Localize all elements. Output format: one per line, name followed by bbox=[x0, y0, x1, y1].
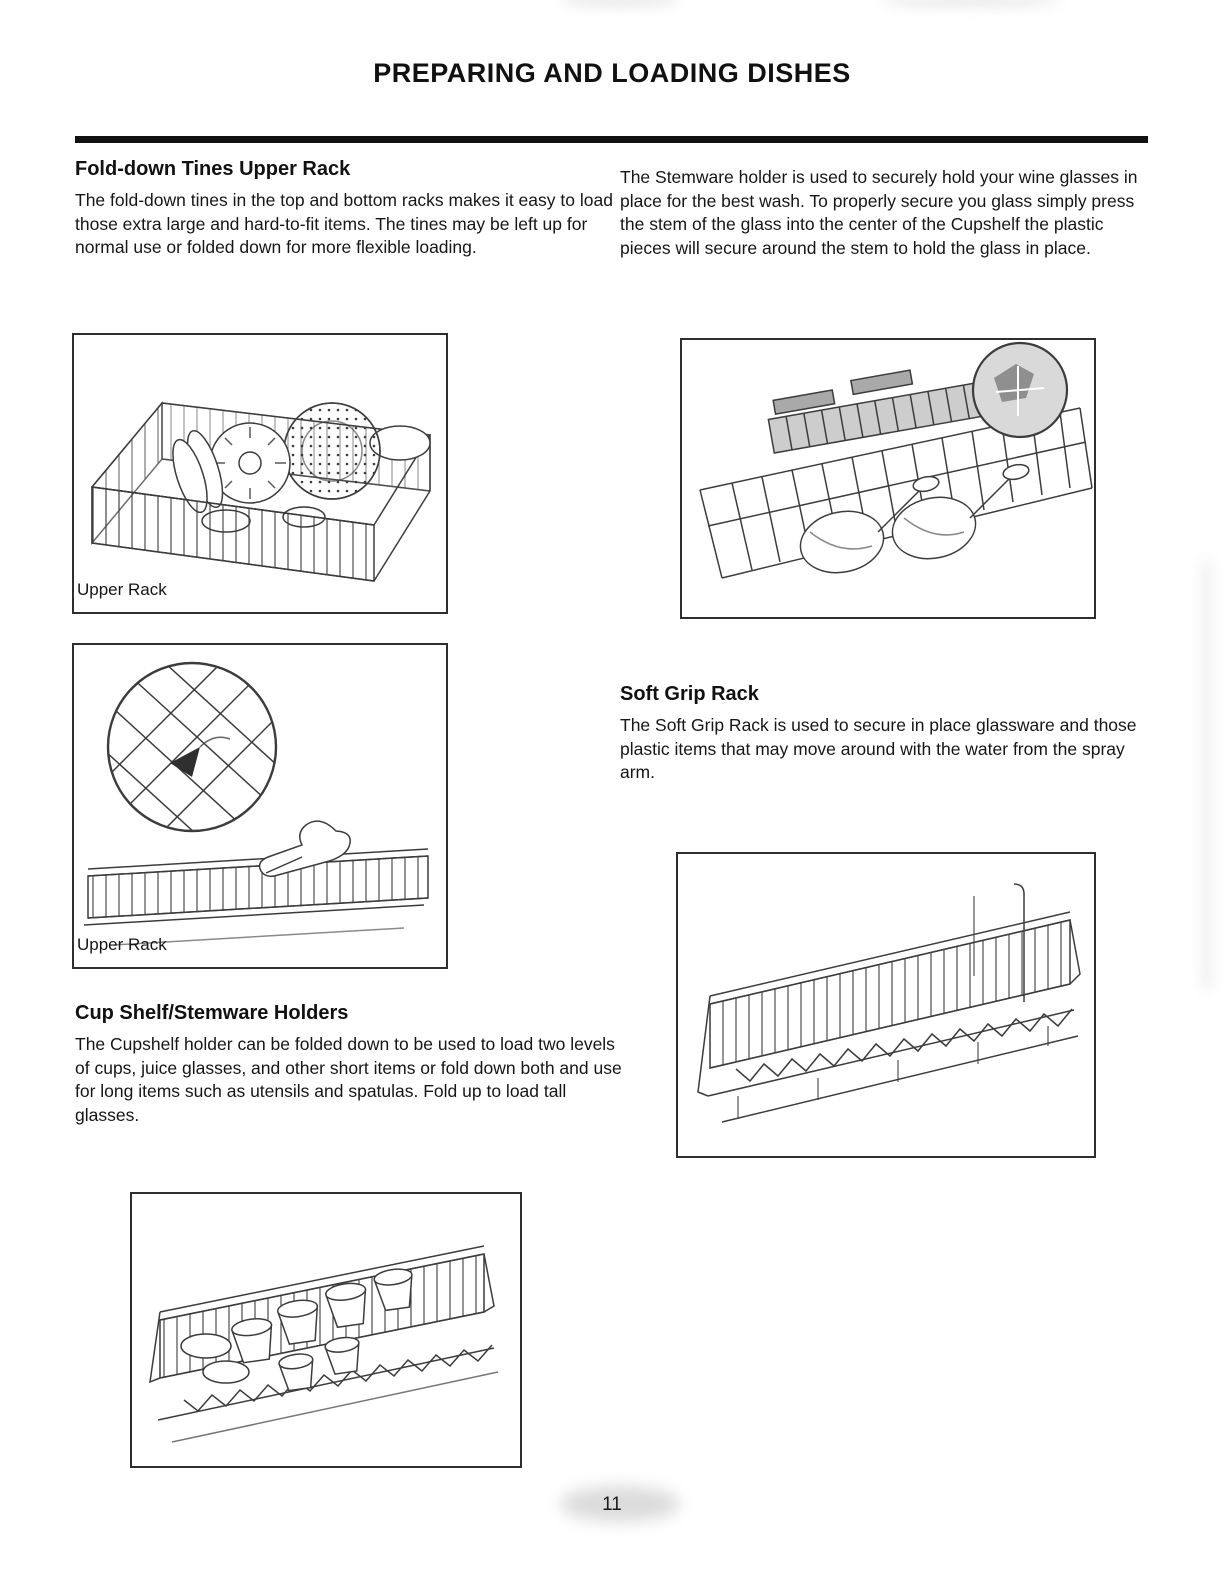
upper-rack-loaded-illustration bbox=[74, 335, 446, 612]
figure-upper-rack-tines bbox=[72, 643, 448, 969]
scan-artifact bbox=[560, 0, 680, 8]
cup-shelf-body: The Cupshelf holder can be folded down to be used to load two levels of cups, juice glasses, and other short items or fold down both and use for long items such as utensils and spatulas. Fold up to load tall glasses. bbox=[75, 1034, 622, 1125]
figure-cup-shelf-rack bbox=[130, 1192, 522, 1468]
figure-stemware-holder bbox=[680, 338, 1096, 619]
figure-upper-rack-loaded bbox=[72, 333, 448, 614]
title-rule bbox=[75, 136, 1148, 143]
figure-soft-grip-rack bbox=[676, 852, 1096, 1158]
page-title: PREPARING AND LOADING DISHES bbox=[373, 58, 851, 88]
fold-down-tines-heading: Fold-down Tines Upper Rack bbox=[75, 158, 351, 180]
fold-down-tine-illustration bbox=[74, 645, 446, 967]
scan-artifact bbox=[1202, 560, 1212, 990]
figure-caption: Upper Rack bbox=[77, 935, 167, 954]
fold-down-tines-body: The fold-down tines in the top and bottom racks makes it easy to load those extra large and hard-to-fit items. The tines may be left up for normal use or folded down for more flexible loading. bbox=[75, 190, 613, 258]
stemware-holder-illustration bbox=[682, 340, 1094, 617]
cup-shelf-heading: Cup Shelf/Stemware Holders bbox=[75, 1002, 349, 1024]
page-number: 11 bbox=[602, 1494, 622, 1515]
cup-shelf-illustration bbox=[132, 1194, 520, 1466]
stemware-holder-body: The Stemware holder is used to securely hold your wine glasses in place for the best wash. To properly secure you glass simply press the stem of the glass into the center of the Cupshelf the plastic pieces will secure around the stem to hold the glass in place. bbox=[620, 167, 1138, 258]
soft-grip-illustration bbox=[678, 854, 1094, 1156]
scan-artifact bbox=[880, 0, 1060, 8]
figure-caption: Upper Rack bbox=[77, 580, 167, 599]
soft-grip-body: The Soft Grip Rack is used to secure in place glassware and those plastic items that may move around with the water from the spray arm. bbox=[620, 715, 1137, 783]
soft-grip-heading: Soft Grip Rack bbox=[620, 683, 759, 705]
